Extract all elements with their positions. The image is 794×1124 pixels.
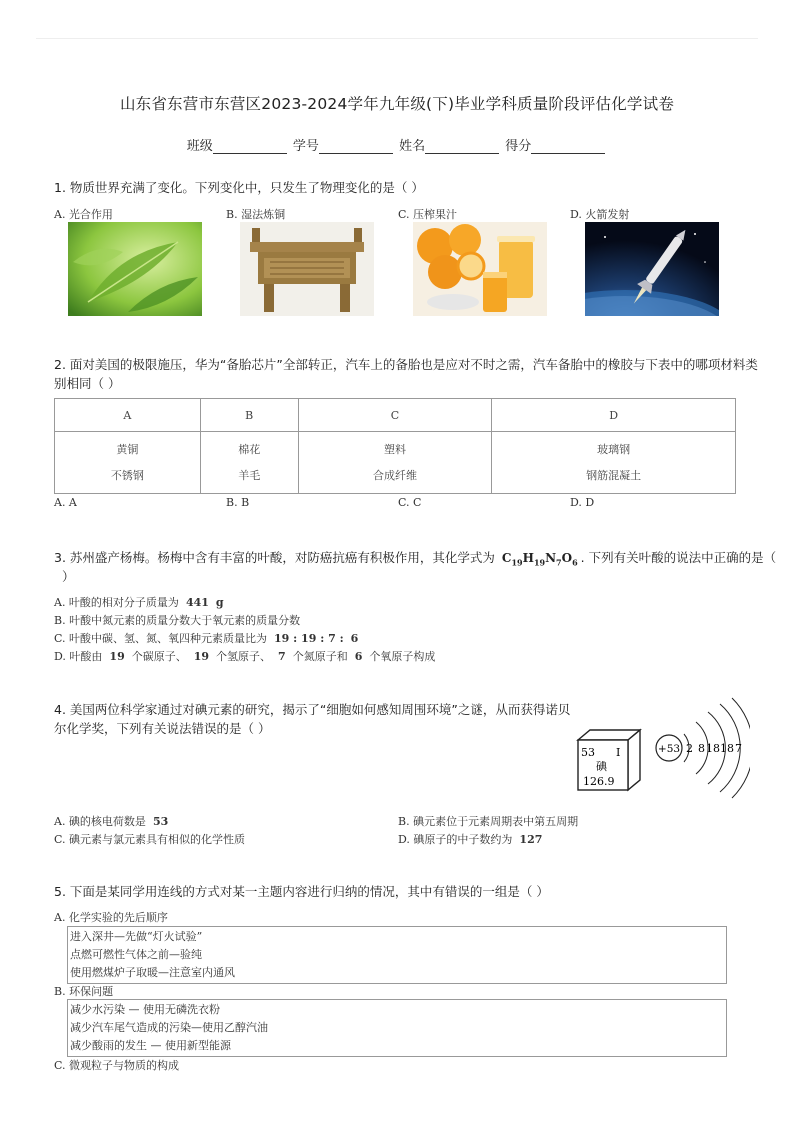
- q3-option-b[interactable]: B. 叶酸中氮元素的质量分数大于氧元素的质量分数: [54, 614, 301, 627]
- table-cell-b: 棉花 羊毛: [200, 432, 298, 494]
- table-header-d: D: [492, 399, 736, 432]
- nucleus-charge: +53: [657, 743, 681, 755]
- shell-electrons-2: 8: [698, 742, 705, 755]
- bronze-vessel-photo: [240, 222, 374, 316]
- name-blank[interactable]: [425, 139, 499, 154]
- atomic-mass: 126.9: [583, 775, 615, 788]
- leaf-photo: [68, 222, 202, 316]
- list-item: 进入深井—先做“灯火试验”: [70, 930, 203, 943]
- q4-option-d[interactable]: D. 碘原子的中子数约为 127: [398, 833, 543, 846]
- class-blank[interactable]: [213, 139, 287, 154]
- table-cell-d: 玻璃钢 钢筋混凝土: [492, 432, 736, 494]
- id-blank[interactable]: [319, 139, 393, 154]
- q5-option-a[interactable]: A. 化学实验的先后顺序: [54, 911, 168, 924]
- q3-stem-line2: ）: [62, 569, 75, 584]
- q3-option-a[interactable]: A. 叶酸的相对分子质量为 441 g: [54, 596, 224, 609]
- q1-stem: 1. 物质世界充满了变化。下列变化中，只发生了物理变化的是（ ）: [54, 180, 424, 195]
- q5-stem: 5. 下面是某同学用连线的方式对某一主题内容进行归纳的情况，其中有错误的一组是（ ）: [54, 884, 549, 899]
- shell-electrons-5: 7: [735, 742, 742, 755]
- element-symbol: I: [616, 746, 621, 759]
- atom-structure: [656, 698, 750, 798]
- folic-acid-formula: $C_{19}H_{19}N_7O_6$: [501, 551, 578, 568]
- list-item: 使用燃煤炉子取暖—注意室内通风: [70, 966, 235, 979]
- list-item: 减少酸雨的发生 — 使用新型能源: [70, 1039, 231, 1052]
- table-header-c: C: [298, 399, 492, 432]
- list-item: 减少汽车尾气造成的污染—使用乙醇汽油: [70, 1021, 268, 1034]
- table-header-b: B: [200, 399, 298, 432]
- atomic-number: 53: [581, 746, 595, 759]
- q4-option-a[interactable]: A. 碘的核电荷数是 53: [54, 815, 169, 828]
- q5-option-c[interactable]: C. 微观粒子与物质的构成: [54, 1059, 180, 1072]
- q3-option-d[interactable]: D. 叶酸由 19 个碳原子、 19 个氢原子、 7 个氮原子和 6 个氧原子构成: [54, 650, 436, 663]
- q2-stem-line1: 2. 面对美国的极限施压，华为“备胎芯片”全部转正，汽车上的备胎也是应对不时之需，汽车备胎中的橡胶与下表中的哪项材料类: [54, 357, 758, 372]
- q4-option-c[interactable]: C. 碘元素与氯元素具有相似的化学性质: [54, 833, 246, 846]
- q3-option-c[interactable]: C. 叶酸中碳、氢、氮、氧四种元素质量比为 19 : 19 : 7 : 6: [54, 632, 359, 645]
- table-row: [55, 432, 736, 494]
- rocket-launch-photo: [585, 222, 719, 316]
- student-info-line: [0, 135, 794, 154]
- name-label: 姓名: [399, 139, 426, 154]
- header-divider: [36, 38, 758, 39]
- q2-option-b[interactable]: B. B: [226, 496, 250, 509]
- id-label: 学号: [292, 139, 319, 154]
- q2-option-a[interactable]: A. A: [54, 496, 77, 509]
- q3-stem-line1: 3. 苏州盛产杨梅。杨梅中含有丰富的叶酸，对防癌抗癌有积极作用，其化学式为 $C_{19}H_{19}N_7O_6$ . 下列有关叶酸的说法中正确的是（: [54, 550, 777, 568]
- q1-option-a[interactable]: A. 光合作用: [54, 208, 113, 221]
- q1-option-c[interactable]: C. 压榨果汁: [398, 208, 458, 221]
- q2-option-d[interactable]: D. D: [570, 496, 595, 509]
- element-cell: [578, 730, 640, 790]
- q5-option-b[interactable]: B. 环保问题: [54, 985, 114, 998]
- table-cell-c: 塑料 合成纤维: [298, 432, 492, 494]
- table-header-row: [55, 399, 736, 432]
- q2-stem-line2: 别相同（ ）: [54, 376, 121, 391]
- class-label: 班级: [186, 139, 213, 154]
- table-cell-a: 黄铜 不锈钢: [55, 432, 201, 494]
- shell-electrons-4: 18: [720, 742, 734, 755]
- score-blank[interactable]: [531, 139, 605, 154]
- score-label: 得分: [505, 139, 532, 154]
- table-header-a: A: [55, 399, 201, 432]
- shell-electrons-3: 18: [706, 742, 720, 755]
- list-item: 减少水污染 — 使用无磷洗衣粉: [70, 1003, 220, 1016]
- q4-stem-line1: 4. 美国两位科学家通过对碘元素的研究，揭示了“细胞如何感知周围环境”之谜，从而获得诺贝: [54, 702, 571, 717]
- q5-box-a: [67, 926, 727, 984]
- iodine-element-diagram: [570, 692, 750, 802]
- shell-electrons-1: 2: [686, 742, 693, 755]
- element-name: 碘: [596, 760, 607, 773]
- juice-photo: [413, 222, 547, 316]
- list-item: 点燃可燃性气体之前—验纯: [70, 948, 202, 961]
- q4-option-b[interactable]: B. 碘元素位于元素周期表中第五周期: [398, 815, 579, 828]
- materials-table: [54, 398, 736, 494]
- q4-stem-line2: 尔化学奖，下列有关说法错误的是（ ）: [54, 721, 271, 736]
- page-title: 山东省东营市东营区2023-2024学年九年级(下)毕业学科质量阶段评估化学试卷: [119, 95, 675, 113]
- q2-option-c[interactable]: C. C: [398, 496, 422, 509]
- q1-option-b[interactable]: B. 湿法炼铜: [226, 208, 286, 221]
- q1-option-d[interactable]: D. 火箭发射: [570, 208, 630, 221]
- q5-box-b: [67, 999, 727, 1057]
